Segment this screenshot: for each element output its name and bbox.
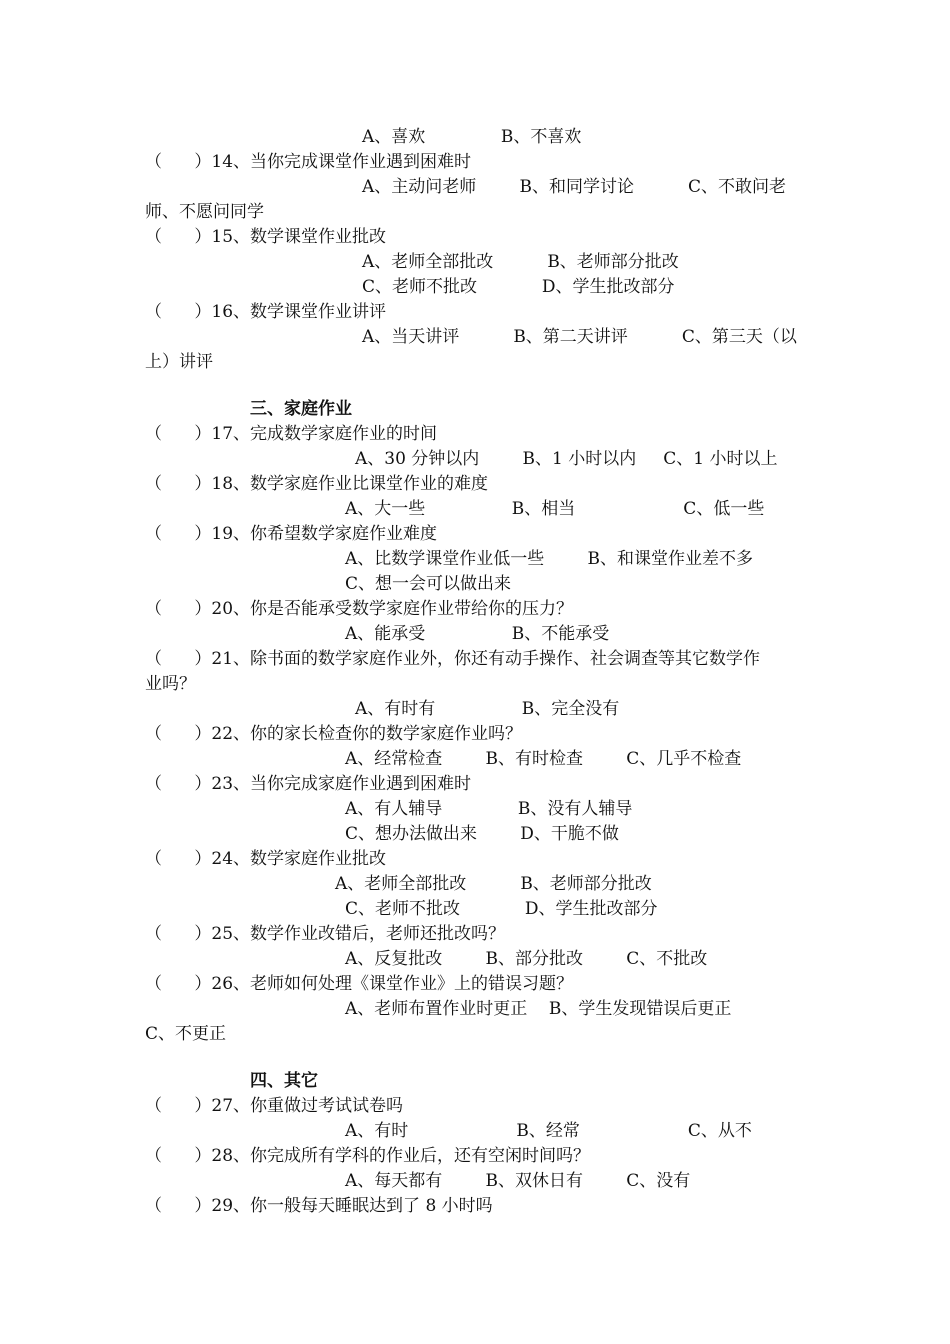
q14-options: A、主动问老师 B、和同学讨论 C、不敢问老 xyxy=(362,177,787,197)
question-15: （ ）15、数学课堂作业批改 xyxy=(145,227,387,247)
question-28: （ ）28、你完成所有学科的作业后，还有空闲时间吗？ xyxy=(145,1146,591,1166)
q28-options: A、每天都有 B、双休日有 C、没有 xyxy=(345,1171,691,1191)
q21-options: A、有时有 B、完全没有 xyxy=(355,699,620,719)
q20-options: A、能承受 B、不能承受 xyxy=(345,624,610,644)
q26-options: A、老师布置作业时更正 B、学生发现错误后更正 xyxy=(345,999,732,1019)
q16-options-cont: 上）讲评 xyxy=(145,352,213,372)
q15-options-1: A、老师全部批改 B、老师部分批改 xyxy=(362,252,679,272)
q26-options-cont: C、不更正 xyxy=(145,1024,227,1044)
q16-options: A、当天讲评 B、第二天讲评 C、第三天（以 xyxy=(362,327,797,347)
question-22: （ ）22、你的家长检查你的数学家庭作业吗？ xyxy=(145,724,523,744)
q17-options: A、30 分钟以内 B、1 小时以内 C、1 小时以上 xyxy=(355,449,778,469)
question-24: （ ）24、数学家庭作业批改 xyxy=(145,849,387,869)
q24-options-1: A、老师全部批改 B、老师部分批改 xyxy=(335,874,652,894)
q23-options-2: C、想办法做出来 D、干脆不做 xyxy=(345,824,619,844)
question-18: （ ）18、数学家庭作业比课堂作业的难度 xyxy=(145,474,489,494)
question-14: （ ）14、当你完成课堂作业遇到困难时 xyxy=(145,152,472,172)
question-27: （ ）27、你重做过考试试卷吗 xyxy=(145,1096,404,1116)
q15-options-2: C、老师不批改 D、学生批改部分 xyxy=(362,277,675,297)
q25-options: A、反复批改 B、部分批改 C、不批改 xyxy=(345,949,708,969)
question-25: （ ）25、数学作业改错后，老师还批改吗？ xyxy=(145,924,506,944)
question-20: （ ）20、你是否能承受数学家庭作业带给你的压力？ xyxy=(145,599,574,619)
q14-options-cont: 师、不愿问同学 xyxy=(145,202,264,222)
q24-options-2: C、老师不批改 D、学生批改部分 xyxy=(345,899,658,919)
q19-options-1: A、比数学课堂作业低一些 B、和课堂作业差不多 xyxy=(345,549,753,569)
question-21: （ ）21、除书面的数学家庭作业外，你还有动手操作、社会调查等其它数学作 xyxy=(145,649,761,669)
q18-options: A、大一些 B、相当 C、低一些 xyxy=(345,499,765,519)
question-16: （ ）16、数学课堂作业讲评 xyxy=(145,302,387,322)
question-17: （ ）17、完成数学家庭作业的时间 xyxy=(145,424,438,444)
q19-options-2: C、想一会可以做出来 xyxy=(345,574,512,594)
q27-options: A、有时 B、经常 C、从不 xyxy=(345,1121,752,1141)
question-21-cont: 业吗？ xyxy=(145,674,196,694)
question-29: （ ）29、你一般每天睡眠达到了 8 小时吗 xyxy=(145,1196,493,1216)
question-26: （ ）26、老师如何处理《课堂作业》上的错误习题？ xyxy=(145,974,574,994)
q23-options-1: A、有人辅导 B、没有人辅导 xyxy=(345,799,633,819)
question-19: （ ）19、你希望数学家庭作业难度 xyxy=(145,524,438,544)
q13-options: A、喜欢 B、不喜欢 xyxy=(362,127,582,147)
question-23: （ ）23、当你完成家庭作业遇到困难时 xyxy=(145,774,472,794)
section-heading-homework: 三、家庭作业 xyxy=(250,399,352,419)
q22-options: A、经常检查 B、有时检查 C、几乎不检查 xyxy=(345,749,742,769)
section-heading-other: 四、其它 xyxy=(250,1071,318,1091)
